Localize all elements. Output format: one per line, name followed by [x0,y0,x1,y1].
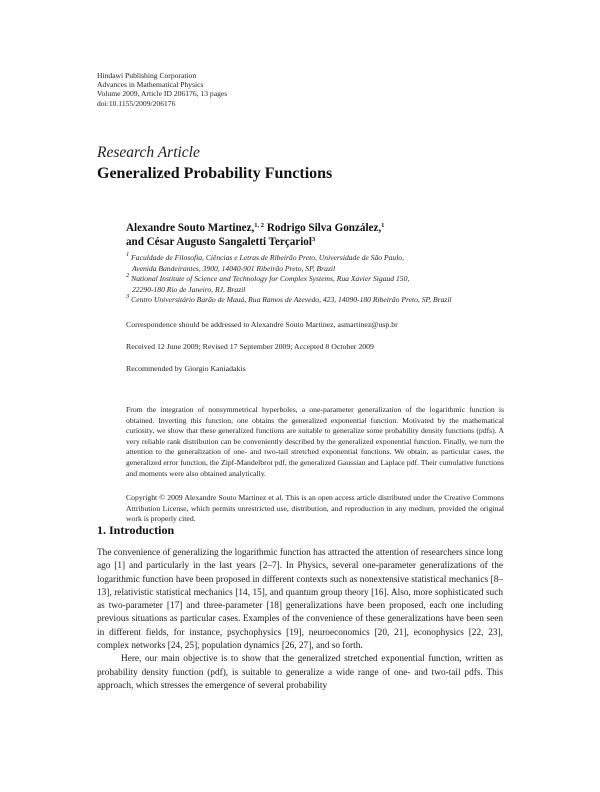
author-affiliation-marker: 1 [381,222,385,229]
author-list [126,221,384,249]
article-title: Generalized Probability Functions [97,165,333,182]
affiliation-number: 2 [126,272,130,280]
copyright-notice: Copyright © 2009 Alexandre Souto Martinez et al. This is an open access article distributed under the Creative Commons Attribution License, which permits unrestricted use, distribution, and reproduction in any medium, provided the original work is properly cited. [126,493,504,524]
volume-line: Volume 2009, Article ID 206176, 13 pages [97,89,228,99]
journal-line: Advances in Mathematical Physics [97,80,204,90]
affiliation-number: 3 [126,293,130,301]
recommended-by: Recommended by Giorgio Kaniadakis [126,364,246,373]
intro-paragraph-2: Here, our main objective is to show that the generalized stretched exponential function, written as probability density function (pdf), is suitable to generalize a wide range of one- and two-tail pdfs. This approach, which stresses the emergence of several probability [97,654,503,691]
journal-header [97,71,227,108]
introduction-body [97,547,503,693]
section-heading-introduction: 1. Introduction [97,523,175,537]
affiliation-3 [126,295,526,306]
abstract: From the integration of nonsymmetrical hyperboles, a one-parameter generalization of the logarithmic function is obtained. Inverting this function, one obtains the generalized exponential function. Motivated by the mathematical curiosity, we show that these generalized functions are suitable to generalize some probability density functions (pdfs). A very reliable rank distribution can be conveniently described by the generalized exponential function. Finally, we turn the attention to the generalization of one- and two-tail stretched exponential functions. We obtain, as particular cases, the generalized error function, the Zipf-Mandelbrot pdf, the generalized Gaussian and Laplace pdf. Their cumulative functions and moments were also obtained analytically. [126,405,504,478]
correspondence: Correspondence should be addressed to Alexandre Souto Martinez, asmartinez@usp.br [126,320,398,329]
affiliation-text: Centro Universitário Barão de Mauá, Rua Ramos de Azevedo, 423, 14090-180 Ribeirão Preto, SP, Brazil [131,295,452,305]
author-line-2 [126,235,384,249]
article-type: Research Article [97,144,200,161]
affiliation-2-cont: 22290-180 Rio de Janeiro, RJ, Brazil [132,284,246,294]
author-affiliation-marker: 1, 2 [254,222,265,229]
affiliation-2 [126,274,526,285]
affiliation-1 [126,253,526,264]
intro-paragraph-1: The convenience of generalizing the logarithmic function has attracted the attention of researchers since long ago [1] and particularly in the last years [2–7]. In Physics, several one-parameter generalizations of the logarithmic function have been proposed in different contexts such as nonextensive statistical mechanics [8–13], relativistic statistical mechanics [14, 15], and quantum group theory [16]. Also, more sophisticated such as two-parameter [17] and three-parameter [18] generalizations have been proposed, each one including previous situations as particular cases. Examples of the convenience of these generalizations have been seen in different fields, for instance, psychophysics [19], neuroeconomics [20, 21], econophysics [22, 23], complex networks [24, 25], population dynamics [26, 27], and so forth. [97,548,503,652]
publisher-line: Hindawi Publishing Corporation [97,71,197,80]
author-name: Rodrigo Silva González, [266,222,382,234]
author-line-1 [126,221,384,235]
doi-line: doi:10.1155/2009/206176 [97,98,176,108]
received-dates: Received 12 June 2009; Revised 17 September 2009; Accepted 8 October 2009 [126,342,374,351]
affiliation-1-cont: Avenida Bandeirantes, 3900, 14040-901 Ribeirão Preto, SP, Brazil [132,263,336,273]
author-affiliation-marker: 3 [311,236,316,244]
author-name: Alexandre Souto Martinez, [126,222,255,234]
affiliations [126,253,526,306]
affiliation-text: National Institute of Science and Technology for Complex Systems, Rua Xavier Sigaud 150, [131,274,410,284]
affiliation-number: 1 [126,251,130,258]
author-name: and César Augusto Sangaletti Terçariol [126,236,312,249]
affiliation-text: Faculdade de Filosofia, Ciências e Letras de Ribeirão Preto, Universidade de São Paulo, [131,253,404,262]
